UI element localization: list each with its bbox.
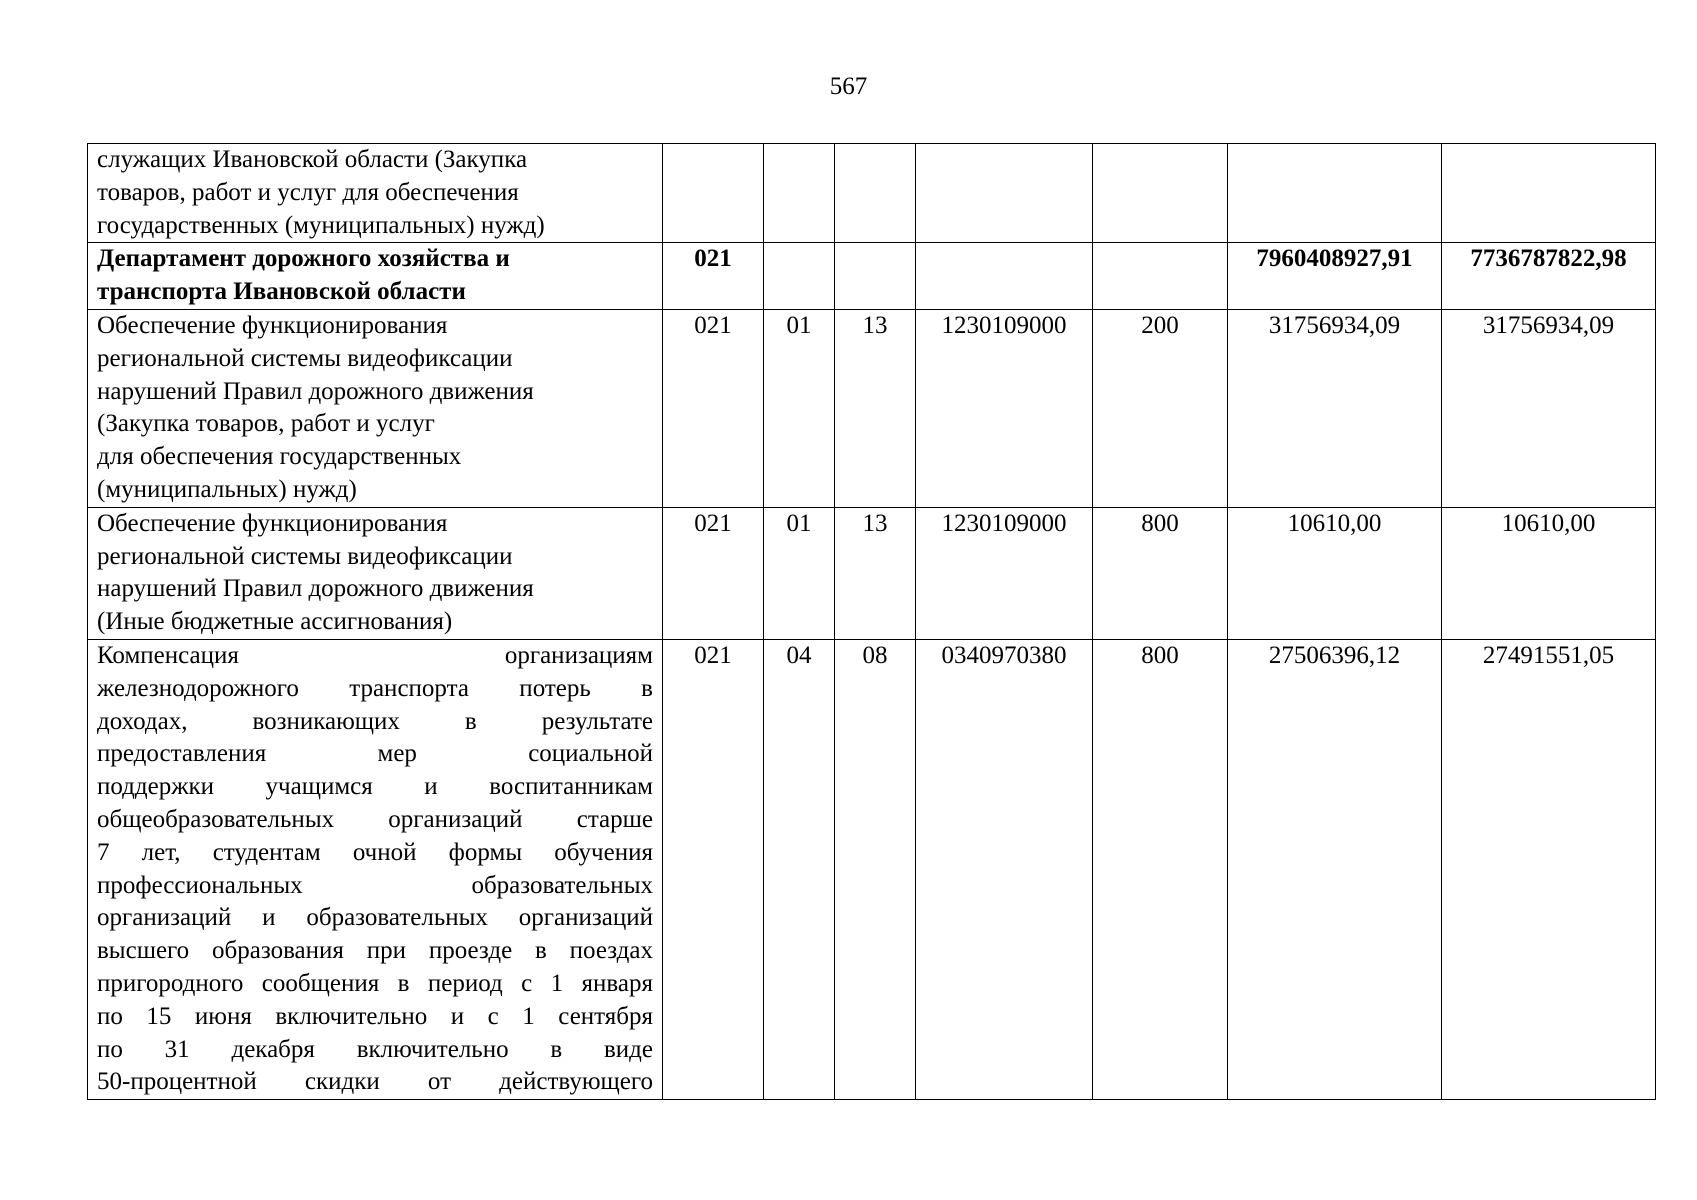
description-line: 7 лет, студентам очной формы обучения (97, 838, 653, 866)
description-line: доходах, возникающих в результате (97, 707, 653, 735)
grbs-code-cell: 021 (663, 243, 764, 310)
sum-year-2-cell: 10610,00 (1442, 507, 1656, 639)
sum-year-2-cell (1442, 144, 1656, 243)
grbs-code-cell: 021 (663, 309, 764, 507)
grbs-code-cell: 021 (663, 507, 764, 639)
subsection-cell: 13 (835, 507, 916, 639)
section-cell: 04 (764, 639, 835, 1099)
description-line: общеобразовательных организаций старше (97, 805, 653, 833)
description-line: государственных (муниципальных) нужд) (97, 211, 545, 239)
description-line: железнодорожного транспорта потерь в (97, 674, 653, 702)
description-line: для обеспечения государственных (97, 443, 462, 471)
description-line: Компенсация организациям (97, 641, 653, 669)
description-line: (Иные бюджетные ассигнования) (97, 608, 453, 636)
sum-year-1-cell: 10610,00 (1228, 507, 1442, 639)
description-line: профессиональных образовательных (97, 871, 653, 899)
sum-year-2-cell: 31756934,09 (1442, 309, 1656, 507)
description-line: транспорта Ивановской области (97, 278, 466, 306)
description-line: Департамент дорожного хозяйства и (97, 245, 510, 273)
description-line: организаций и образовательных организаций (97, 904, 653, 932)
subsection-cell (835, 243, 916, 310)
description-line: региональной системы видеофиксации (97, 542, 513, 570)
row-description (88, 144, 663, 243)
section-cell: 01 (764, 507, 835, 639)
expense-type-cell: 800 (1093, 507, 1228, 639)
description-line: Обеспечение функционирования (97, 311, 448, 339)
subsection-cell (835, 144, 916, 243)
description-line: поддержки учащимся и воспитанникам (97, 773, 653, 801)
row-description (88, 309, 663, 507)
description-line: региональной системы видеофиксации (97, 344, 513, 372)
expense-type-cell: 800 (1093, 639, 1228, 1099)
section-cell (764, 243, 835, 310)
section-cell: 01 (764, 309, 835, 507)
sum-year-1-cell: 7960408927,91 (1228, 243, 1442, 310)
description-line: товаров, работ и услуг для обеспечения (97, 178, 519, 206)
description-line: 50-процентной скидки от действующего (97, 1068, 653, 1096)
target-article-cell: 1230109000 (916, 507, 1093, 639)
sum-year-1-cell: 31756934,09 (1228, 309, 1442, 507)
description-line: по 31 декабря включительно в виде (97, 1035, 653, 1063)
grbs-code-cell: 021 (663, 639, 764, 1099)
section-cell (764, 144, 835, 243)
table-row (88, 309, 1656, 507)
sum-year-1-cell (1228, 144, 1442, 243)
sum-year-2-cell: 27491551,05 (1442, 639, 1656, 1099)
description-line: пригородного сообщения в период с 1 января (97, 969, 653, 997)
description-line: нарушений Правил дорожного движения (97, 575, 534, 603)
row-description (88, 243, 663, 310)
description-line: по 15 июня включительно и с 1 сентября (97, 1002, 653, 1030)
expense-type-cell: 200 (1093, 309, 1228, 507)
description-line: служащих Ивановской области (Закупка (97, 146, 528, 173)
target-article-cell (916, 144, 1093, 243)
target-article-cell: 0340970380 (916, 639, 1093, 1099)
sum-year-1-cell: 27506396,12 (1228, 639, 1442, 1099)
subsection-cell: 13 (835, 309, 916, 507)
description-line: Обеспечение функционирования (97, 509, 448, 537)
sum-year-2-cell: 7736787822,98 (1442, 243, 1656, 310)
row-description (88, 639, 663, 1099)
table-row (88, 144, 1656, 243)
target-article-cell (916, 243, 1093, 310)
description-line: (Закупка товаров, работ и услуг (97, 410, 435, 438)
page-number: 567 (829, 73, 868, 100)
row-description (88, 507, 663, 639)
subsection-cell: 08 (835, 639, 916, 1099)
target-article-cell: 1230109000 (916, 309, 1093, 507)
description-line: нарушений Правил дорожного движения (97, 377, 534, 405)
table-row-department (88, 243, 1656, 310)
description-line: высшего образования при проезде в поездах (97, 937, 653, 965)
description-line: (муниципальных) нужд) (97, 475, 357, 503)
budget-table (87, 143, 1656, 1100)
description-line: предоставления мер социальной (97, 740, 653, 768)
grbs-code-cell (663, 144, 764, 243)
table-row (88, 639, 1656, 1099)
expense-type-cell (1093, 144, 1228, 243)
table-row (88, 507, 1656, 639)
expense-type-cell (1093, 243, 1228, 310)
